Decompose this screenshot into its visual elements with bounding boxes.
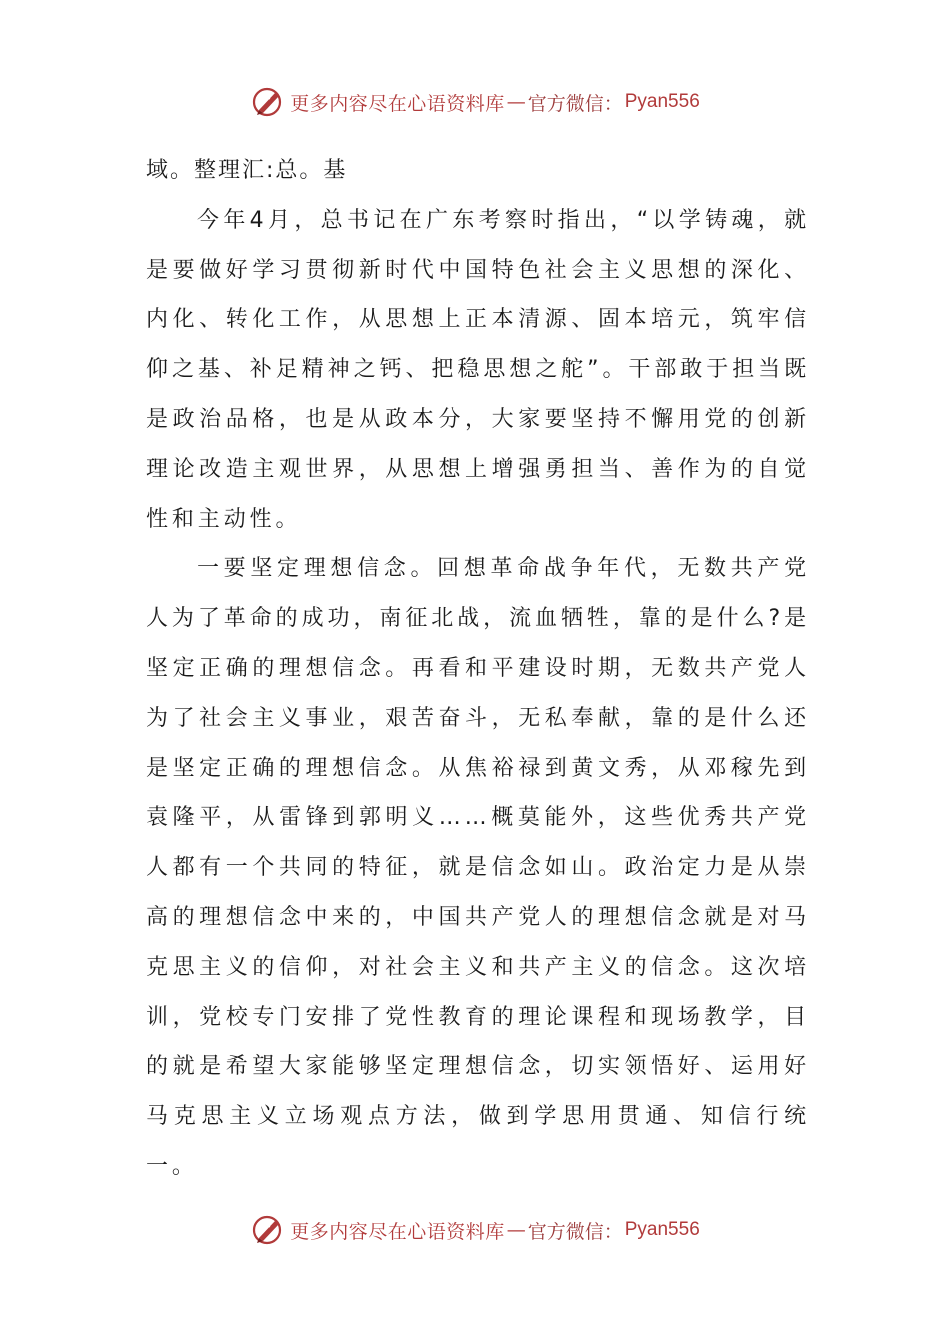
banner-wechat-label: 官方微信： — [527, 1220, 623, 1243]
banner-text: 更多内容尽在心语资料库 — [290, 1220, 505, 1243]
banner-wechat-label: 官方微信： — [527, 92, 623, 115]
banner-separator: — — [506, 1219, 526, 1241]
banner-separator: — — [506, 91, 526, 113]
paragraph: 今年4月，总书记在广东考察时指出，“以学铸魂，就是要做好学习贯彻新时代中国特色社会主义思想的深化、内化、转化工作，从思想上正本清源、固本培元，筑牢信仰之基、补足精神之钙、把稳思想之舵”。干部敢于担当既是政治品格，也是从政本分，大家要坚持不懈用党的创新理论改造主观世界，从思想上增强勇担当、善作为的自觉性和主动性。 — [146, 207, 810, 532]
pen-seal-icon — [250, 1212, 286, 1248]
banner-text: 更多内容尽在心语资料库 — [290, 92, 505, 115]
header-banner — [0, 80, 950, 124]
pen-seal-icon — [250, 84, 286, 120]
paragraph-fragment: 域。整理汇:总。基 — [146, 158, 348, 183]
banner-wechat-handle: Pyan556 — [624, 91, 700, 112]
document-body — [146, 146, 810, 1192]
banner-wechat-handle: Pyan556 — [624, 1219, 700, 1240]
footer-banner — [0, 1208, 950, 1252]
paragraph: 一要坚定理想信念。回想革命战争年代，无数共产党人为了革命的成功，南征北战，流血牺牲，靠的是什么?是坚定正确的理想信念。再看和平建设时期，无数共产党人为了社会主义事业，艰苦奋斗，无私奉献，靠的是什么还是坚定正确的理想信念。从焦裕禄到黄文秀，从邓稼先到袁隆平，从雷锋到郭明义……概莫能外，这些优秀共产党人都有一个共同的特征，就是信念如山。政治定力是从崇高的理想信念中来的，中国共产党人的理想信念就是对马克思主义的信仰，对社会主义和共产主义的信念。这次培训，党校专门安排了党性教育的理论课程和现场教学，目的就是希望大家能够坚定理想信念，切实领悟好、运用好马克思主义立场观点方法，做到学思用贯通、知信行统一。 — [146, 556, 810, 1179]
